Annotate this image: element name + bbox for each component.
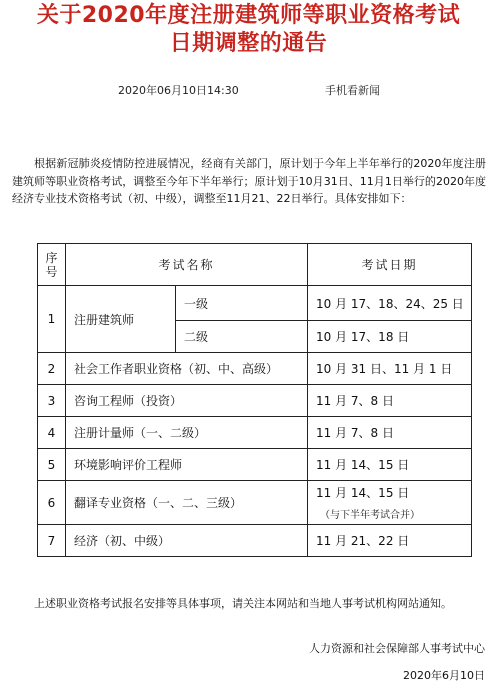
exam-schedule-table: [37, 243, 472, 557]
row-exam-level: 一级: [176, 286, 308, 321]
header-num: 序号: [38, 244, 66, 286]
row-num: 2: [38, 353, 66, 385]
header-exam-date: 考试日期: [308, 244, 472, 286]
row-exam-date: 11 月 7、8 日: [308, 385, 472, 417]
table-row: [38, 481, 472, 525]
notice-title: [0, 0, 497, 58]
row-num: 7: [38, 525, 66, 557]
table-row: [38, 449, 472, 481]
row-exam-date-cell: [308, 481, 472, 525]
row-exam-name: 翻译专业资格（一、二、三级）: [66, 481, 308, 525]
row-exam-level: 二级: [176, 321, 308, 353]
row-exam-date: 10 月 31 日、11 月 1 日: [308, 353, 472, 385]
issuing-organization: 人力资源和社会保障部人事考试中心: [309, 642, 485, 655]
header-exam-name: 考试名称: [66, 244, 308, 286]
row-num: 3: [38, 385, 66, 417]
signature-date: 2020年6月10日: [403, 669, 485, 682]
row-exam-name: 注册建筑师: [66, 286, 176, 353]
row-exam-date: 11 月 14、15 日: [308, 449, 472, 481]
intro-paragraph: 根据新冠肺炎疫情防控进展情况，经商有关部门，原计划于今年上半年举行的2020年度注册建筑师等职业资格考试，调整至今年下半年举行；原计划于10月31日、11月1日举行的2020年度经济专业技术资格考试（初、中级），调整至11月21、22日举行。具体安排如下：: [12, 157, 486, 205]
row-exam-note: （与下半年考试合并）: [320, 510, 421, 521]
title-line-1: 关于2020年度注册建筑师等职业资格考试: [36, 3, 461, 28]
table-row: [38, 417, 472, 449]
table-row: [38, 353, 472, 385]
table-row: [38, 525, 472, 557]
row-exam-name: 咨询工程师（投资）: [66, 385, 308, 417]
row-exam-date: 10 月 17、18、24、25 日: [308, 286, 472, 321]
row-exam-name: 社会工作者职业资格（初、中、高级）: [66, 353, 308, 385]
row-exam-name: 注册计量师（一、二级）: [66, 417, 308, 449]
row-exam-date: 11 月 14、15 日: [316, 486, 410, 500]
table-row: [38, 286, 472, 321]
row-exam-name: 环境影响评价工程师: [66, 449, 308, 481]
row-exam-date: 11 月 7、8 日: [308, 417, 472, 449]
row-exam-date: 11 月 21、22 日: [308, 525, 472, 557]
table-header-row: [38, 244, 472, 286]
mobile-news-link[interactable]: 手机看新闻: [325, 84, 380, 97]
table-row: [38, 385, 472, 417]
row-num: 4: [38, 417, 66, 449]
row-exam-name: 经济（初、中级）: [66, 525, 308, 557]
row-num: 6: [38, 481, 66, 525]
publish-datetime: 2020年06月10日14:30: [118, 84, 239, 97]
closing-paragraph: 上述职业资格考试报名安排等具体事项，请关注本网站和当地人事考试机构网站通知。: [34, 597, 452, 610]
title-line-2: 日期调整的通告: [169, 31, 328, 56]
row-num: 5: [38, 449, 66, 481]
row-exam-date: 10 月 17、18 日: [308, 321, 472, 353]
row-num: 1: [38, 286, 66, 353]
